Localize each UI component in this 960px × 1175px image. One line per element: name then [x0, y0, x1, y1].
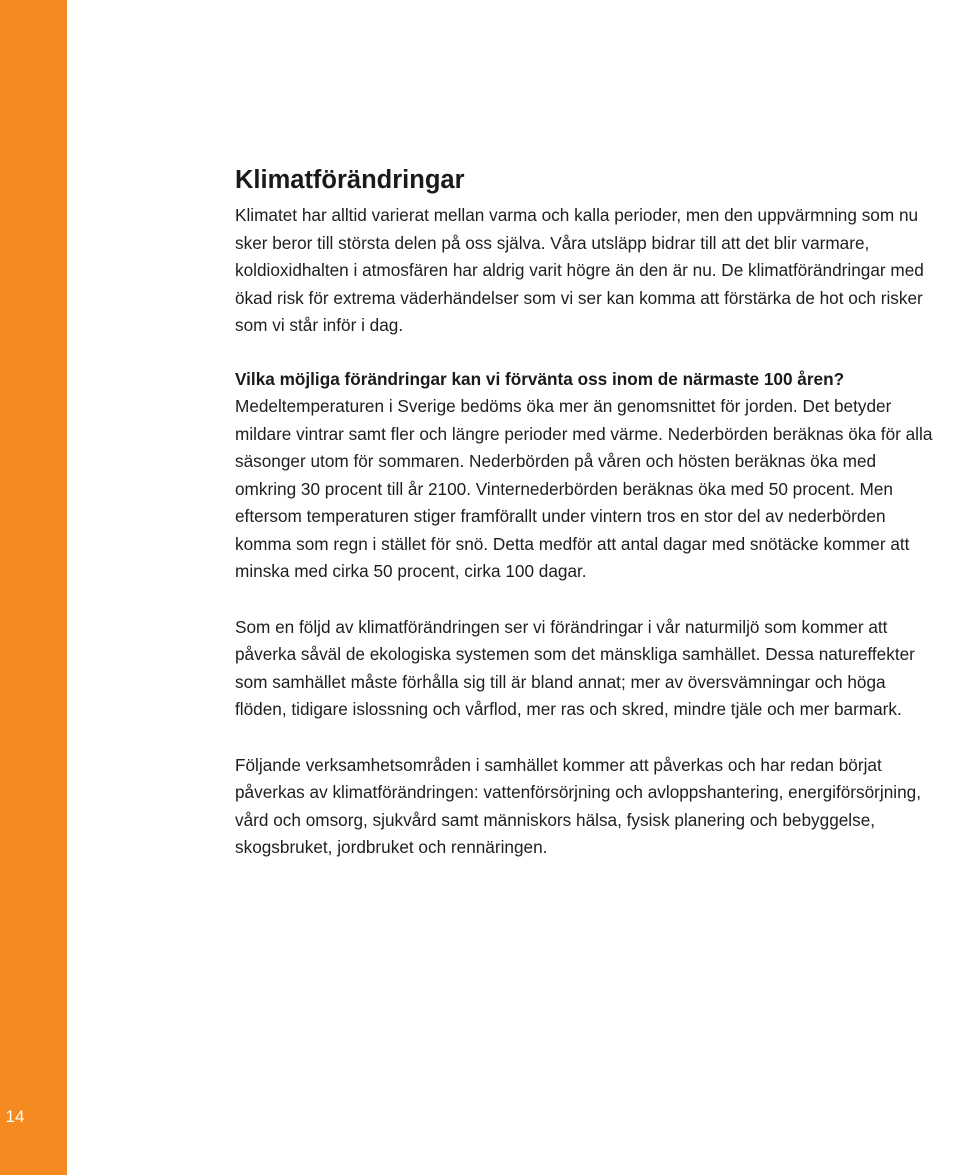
body-paragraph-2: Som en följd av klimatförändringen ser vi förändringar i vår naturmiljö som kommer att påverka såväl de ekologiska systemen som det mänskliga samhället. Dessa natureffekter som samhället måste förhålla sig till är bland annat; mer av översvämningar och höga flöden, tidigare islossning och vårflod, mer ras och skred, mindre tjäle och mer barmark. [235, 616, 915, 719]
body-paragraph-1: Medeltemperaturen i Sverige bedöms öka mer än genomsnittet för jorden. Det betyder mildare vintrar samt fler och längre perioder med värme. Nederbörden beräknas öka för alla säsonger utom för sommaren. Nederbörden på våren och hösten beräknas öka med omkring 30 procent till år 2100. Vinternederbörden beräknas öka med 50 procent. Men eftersom temperaturen stiger framförallt under vintern tros en stor del av nederbörden komma som regn i stället för snö. Detta medför att antal dagar med snötäcke kommer att minska med cirka 50 procent, cirka 100 dagar. [235, 396, 933, 581]
body-paragraph-3: Följande verksamhetsområden i samhället kommer att påverkas och har redan börjat påverkas av klimatförändringen: vattenförsörjning och avloppshantering, energiförsörjning, vård och omsorg, sjukvård samt människors hälsa, fysisk planering och bebyggelse, skogsbruket, jordbruket och rennäringen. [235, 754, 921, 857]
orange-side-band [0, 0, 67, 1175]
intro-paragraph: Klimatet har alltid varierat mellan varma och kalla perioder, men den uppvärmning som nu sker beror till största delen på oss själva. Våra utsläpp bidrar till att det blir varmare, koldioxidhalten i atmosfären har aldrig varit högre än den är nu. De klimatförändringar med ökad risk för extrema väderhändelser som vi ser kan komma att förstärka de hot och risker som vi står inför i dag. [235, 205, 924, 335]
article-content [235, 162, 940, 862]
section-subheading: Vilka möjliga förändringar kan vi förvänta oss inom de närmaste 100 åren? [235, 368, 845, 389]
page-number: 14 [5, 1107, 25, 1126]
article-heading: Klimatförändringar [235, 166, 465, 194]
